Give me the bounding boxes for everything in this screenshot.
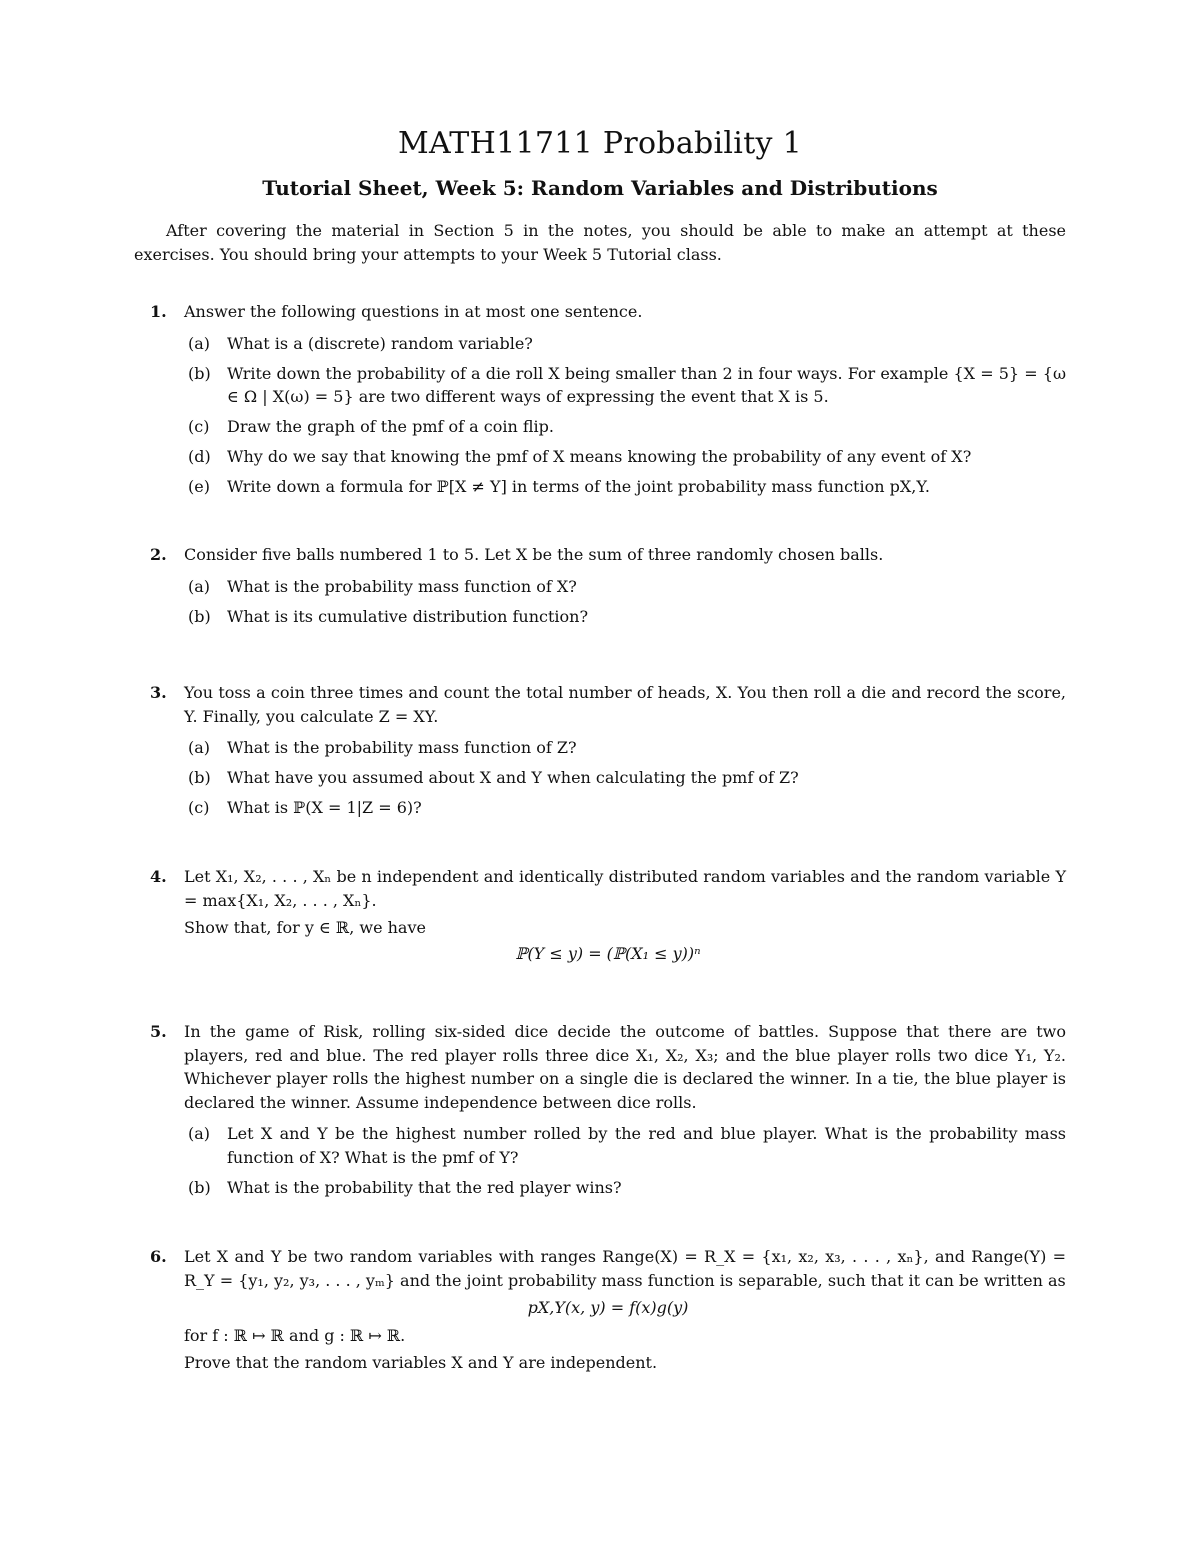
question-part	[184, 415, 1066, 439]
part-text: Draw the graph of the pmf of a coin flip.	[227, 417, 554, 436]
part-text: What is a (discrete) random variable?	[227, 333, 533, 353]
question-text: Let X₁, X₂, . . . , Xₙ be n independent and identically distributed random variables and the random variable Y = max{X₁, X₂, . . . , Xₙ}.	[184, 867, 1066, 910]
part-text: What is the probability mass function of X?	[227, 576, 577, 596]
question-parts	[184, 575, 1066, 629]
part-label: (b)	[188, 768, 211, 787]
part-label: (a)	[188, 738, 211, 757]
question-text: In the game of Risk, rolling six-sided dice decide the outcome of battles. Suppose that there are two players, red and blue. The red player rolls three dice X₁, X₂, X₃; and the blue player rolls two dice Y₁, Y₂. Whichever player rolls the highest number on a single die is declared the winner. In a tie, the blue player is declared the winner. Assume independence between dice rolls.	[184, 1022, 1066, 1112]
part-text: Write down the probability of a die roll X being smaller than 2 in four ways. For example {X = 5} = {ω ∈ Ω | X(ω) = 5} are two different ways of expressing the event that X is 5.	[227, 363, 1066, 406]
part-text: What is ℙ(X = 1|Z = 6)?	[227, 798, 422, 817]
question-part	[184, 445, 1066, 469]
question-parts	[184, 736, 1066, 820]
question-part	[184, 1176, 1066, 1200]
question-number: 4.	[150, 867, 167, 886]
question-part	[184, 605, 1066, 629]
question-extra-text: Show that, for y ∈ ℝ, we have	[184, 918, 426, 937]
part-label: (a)	[188, 1124, 211, 1143]
question-text: Consider five balls numbered 1 to 5. Let X be the sum of three randomly chosen balls.	[184, 545, 884, 564]
question-5	[150, 1020, 1066, 1206]
part-label: (e)	[188, 477, 210, 496]
question-part	[184, 1122, 1066, 1169]
page-title: MATH11711 Probability 1	[397, 126, 803, 161]
question-part	[184, 575, 1066, 599]
page-subtitle: Tutorial Sheet, Week 5: Random Variables and Distributions	[262, 176, 938, 200]
part-text: What have you assumed about X and Y when calculating the pmf of Z?	[227, 768, 799, 787]
part-label: (b)	[188, 363, 211, 383]
question-text: Answer the following questions in at most one sentence.	[184, 302, 643, 321]
question-part	[184, 475, 1066, 499]
part-label: (d)	[188, 447, 211, 466]
question-final-text: Prove that the random variables X and Y are independent.	[184, 1353, 658, 1372]
part-label: (b)	[188, 606, 211, 626]
question-part	[184, 766, 1066, 790]
part-label: (b)	[188, 1177, 211, 1197]
question-number: 3.	[150, 683, 167, 702]
question-6	[150, 1245, 1066, 1375]
question-4	[150, 865, 1066, 969]
equation: pX,Y(x, y) = f(x)g(y)	[527, 1298, 689, 1317]
question-text: You toss a coin three times and count the total number of heads, X. You then roll a die and record the score, Y. Finally, you calculate Z = XY.	[184, 683, 1066, 726]
question-parts	[184, 1122, 1066, 1199]
question-part	[184, 362, 1066, 409]
question-after-text: for f : ℝ ↦ ℝ and g : ℝ ↦ ℝ.	[184, 1325, 406, 1345]
part-label: (c)	[188, 798, 210, 817]
question-part	[184, 736, 1066, 760]
question-number: 5.	[150, 1022, 167, 1041]
question-number: 2.	[150, 545, 167, 564]
part-text: What is the probability that the red player wins?	[227, 1177, 622, 1197]
part-label: (a)	[188, 333, 211, 353]
question-part	[184, 332, 1066, 356]
part-text: What is its cumulative distribution function?	[227, 606, 589, 626]
question-3	[150, 681, 1066, 826]
question-part	[184, 796, 1066, 820]
question-text: Let X and Y be two random variables with ranges Range(X) = R_X = {x₁, x₂, x₃, . . . , xₙ}, and Range(Y) = R_Y = {y₁, y₂, y₃, . . . , yₘ} and the joint probability mass function is separable, such that it can be written as	[184, 1247, 1066, 1290]
part-text: Why do we say that knowing the pmf of X means knowing the probability of any event of X?	[227, 447, 972, 466]
part-text: What is the probability mass function of Z?	[227, 738, 577, 757]
intro-paragraph: After covering the material in Section 5 in the notes, you should be able to make an attempt at these exercises. You should bring your attempts to your Week 5 Tutorial class.	[134, 221, 1066, 264]
question-parts	[184, 332, 1066, 499]
question-number: 1.	[150, 302, 167, 321]
question-number: 6.	[150, 1247, 167, 1266]
part-text: Write down a formula for ℙ[X ≠ Y] in terms of the joint probability mass function pX,Y.	[227, 477, 930, 496]
part-text: Let X and Y be the highest number rolled by the red and blue player. What is the probability mass function of X? What is the pmf of Y?	[227, 1124, 1066, 1167]
part-label: (c)	[188, 417, 210, 436]
equation: ℙ(Y ≤ y) = (ℙ(X₁ ≤ y))ⁿ	[515, 943, 701, 963]
question-1	[150, 300, 1066, 505]
question-2	[150, 543, 1066, 635]
part-label: (a)	[188, 576, 211, 596]
